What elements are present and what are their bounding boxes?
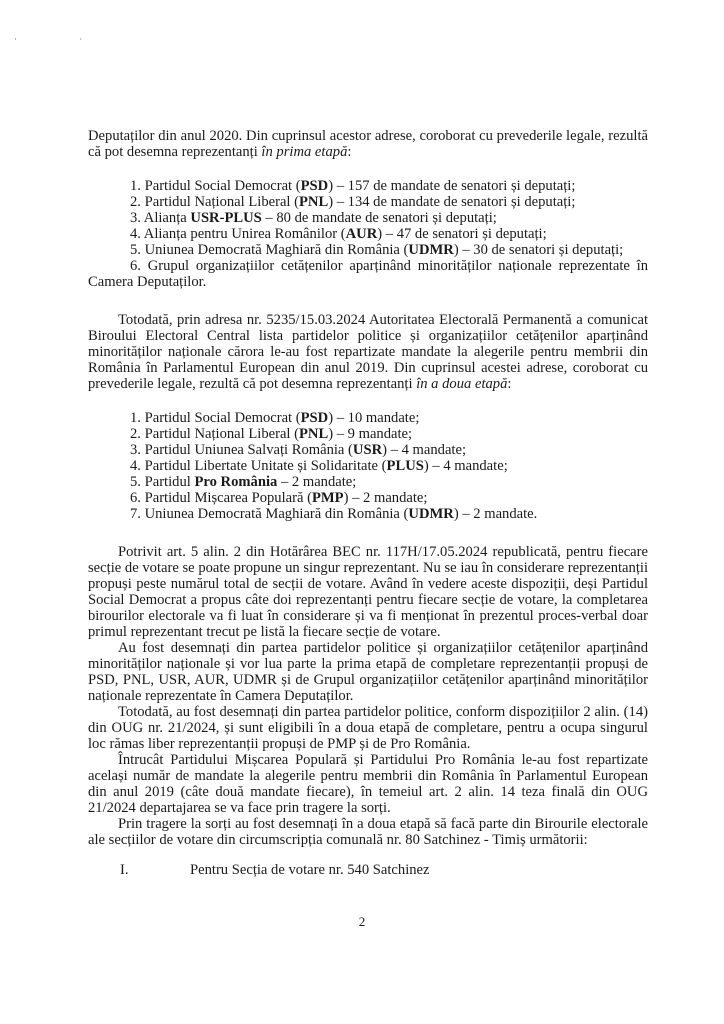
list-item: 2. Partidul Național Liberal (PNL) – 9 mandate; — [130, 426, 413, 442]
list-item: 5. Partidul Pro România – 2 mandate; — [130, 474, 357, 490]
list-item: 5. Uniunea Democrată Maghiară din România (UDMR) – 30 de senatori și deputați; — [130, 242, 624, 258]
list-item: 6. Grupul organizațiilor cetățenilor aparținând minorităților naționale reprezentate în Camera Deputaților. — [88, 258, 648, 290]
paragraph-second-stage-eligible: Totodată, au fost desemnați din partea partidelor politice, conform dispozițiilor 2 alin. (14) din OUG nr. 21/2024, și sunt eligibili în a doua etapă de completare, pentru a ocupa singurul loc rămas liber reprezentanții propuși de PMP și de Pro România. — [88, 704, 648, 752]
list-item: 6. Partidul Mișcarea Populară (PMP) – 2 mandate; — [130, 490, 428, 506]
first-stage-list — [88, 178, 648, 290]
second-stage-emphasis: în a doua etapă — [416, 376, 508, 392]
scan-specks: · · — [14, 34, 113, 44]
list-item: 1. Partidul Social Democrat (PSD) – 157 de mandate de senatori și deputați; — [130, 178, 576, 194]
intro-emphasis: în prima etapă — [261, 144, 348, 160]
list-item: 7. Uniunea Democrată Maghiară din România (UDMR) – 2 mandate. — [130, 506, 538, 522]
section-title: Pentru Secția de votare nr. 540 Satchinez — [190, 862, 430, 878]
list-item: 3. Partidul Uniunea Salvați România (USR) – 4 mandate; — [130, 442, 467, 458]
page-number: 2 — [358, 914, 366, 929]
second-stage-list — [88, 410, 648, 522]
paragraph-representatives-rule: Potrivit art. 5 alin. 2 din Hotărârea BEC nr. 117H/17.05.2024 republicată, pentru fiecare secție de votare se poate propune un singur reprezentant. Nu se iau în considerare reprezentanții propuși peste numărul total de secții de votare. Având în vedere aceste dispoziții, deși Partidul Social Democrat a propus câte doi reprezentanți pentru fiecare secție de votare, la completarea birourilor electorale va fi luat în considerare și va fi menționat în prezentul proces-verbal doar primul reprezentant trecut pe listă la fiecare secție de votare. — [88, 544, 648, 640]
section-heading — [88, 862, 648, 878]
list-item: 2. Partidul Național Liberal (PNL) – 134 de mandate de senatori și deputați; — [130, 194, 576, 210]
list-item: 4. Partidul Libertate Unitate și Solidaritate (PLUS) – 4 mandate; — [130, 458, 508, 474]
paragraph-tie-break: Întrucât Partidului Mișcarea Populară și Partidului Pro România le-au fost repartizate același număr de mandate la alegerile pentru membrii din România în Parlamentul European din anul 2019 (câte două mandate fiecare), în temeiul art. 2 alin. 14 teza finală din OUG 21/2024 departajarea se va face prin tragere la sorți. — [88, 752, 648, 816]
list-item: 4. Alianța pentru Unirea Românilor (AUR) – 47 de senatori și deputați; — [130, 226, 547, 242]
document-body — [88, 128, 648, 878]
intro-paragraph: Deputaților din anul 2020. Din cuprinsul acestor adrese, coroborat cu prevederile legale, rezultă că pot desemna reprezentanți în prima etapă: — [88, 128, 648, 160]
list-item: 3. Alianța USR-PLUS – 80 de mandate de senatori și deputați; — [130, 210, 497, 226]
list-item: 1. Partidul Social Democrat (PSD) – 10 mandate; — [130, 410, 420, 426]
paragraph-first-stage-designated: Au fost desemnați din partea partidelor politice și organizațiilor cetățenilor aparținând minorităților naționale și vor lua parte la prima etapă de completare reprezentanții propuși de PSD, PNL, USR, AUR, UDMR și de Grupul organizațiilor cetățenilor aparținând minorităților naționale reprezentate în Camera Deputaților. — [88, 640, 648, 704]
second-stage-paragraph: Totodată, prin adresa nr. 5235/15.03.2024 Autoritatea Electorală Permanentă a comunicat Biroului Electoral Central lista partidelor politice și organizațiilor cetățenilor aparținând minorităților naționale cărora le-au fost repartizate mandate la alegerile pentru membrii din România în Parlamentul European din anul 2019. Din cuprinsul acestei adrese, coroborat cu prevederile legale, rezultă că pot desemna reprezentanți în a doua etapă: — [88, 312, 648, 392]
paragraph-draw-result: Prin tragere la sorți au fost desemnați în a doua etapă să facă parte din Birourile electorale ale secțiilor de votare din circumscripția comunală nr. 80 Satchinez - Timiș următorii: — [88, 816, 648, 848]
section-number: I. — [120, 862, 129, 878]
